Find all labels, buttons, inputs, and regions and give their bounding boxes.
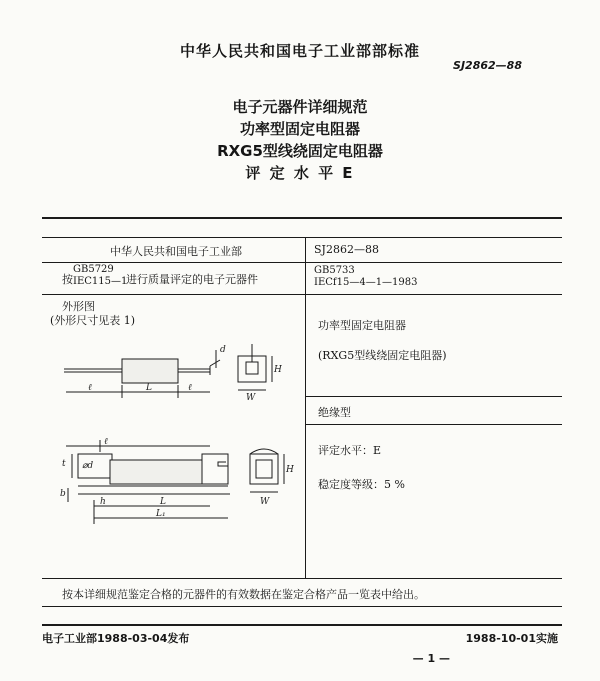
label-L1: L₁ bbox=[156, 509, 166, 519]
qualification-note: 按本详细规范鉴定合格的元器件的有效数据在鉴定合格产品一览表中给出。 bbox=[62, 588, 425, 601]
table-rule-right-2 bbox=[305, 424, 562, 425]
label-t: t bbox=[62, 459, 66, 469]
gb-reference: GB5729 bbox=[73, 264, 114, 275]
bracket-outline-drawing bbox=[60, 432, 300, 532]
product-name: 功率型固定电阻器 bbox=[318, 319, 406, 332]
table-divider bbox=[305, 237, 306, 578]
label-L: L bbox=[146, 383, 152, 393]
label-W-2: W bbox=[260, 497, 270, 507]
page-number: — 1 — bbox=[412, 652, 450, 665]
standard-org-header: 中华人民共和国电子工业部部标准 bbox=[179, 42, 420, 60]
table-rule-1 bbox=[42, 237, 562, 238]
outline-note: (外形尺寸见表 1) bbox=[50, 314, 136, 327]
table-top-rule bbox=[42, 217, 562, 219]
table-bottom-rule bbox=[42, 624, 562, 626]
label-d: d bbox=[220, 345, 226, 355]
insulation-type: 绝缘型 bbox=[318, 406, 351, 419]
label-H-2: H bbox=[286, 465, 294, 475]
table-rule-4 bbox=[42, 578, 562, 579]
label-H: H bbox=[274, 365, 282, 375]
mount-bracket-right bbox=[202, 454, 228, 484]
stability-grade: 稳定度等级：5 % bbox=[318, 478, 405, 491]
per-prefix: 按 bbox=[62, 273, 73, 286]
label-h: h bbox=[100, 497, 106, 507]
title-line-3: RXG5型线绕固定电阻器 bbox=[217, 142, 383, 160]
label-l-left: ℓ bbox=[88, 383, 92, 393]
assessment-level: 评定水平：E bbox=[318, 444, 382, 457]
label-L-2: L bbox=[160, 497, 166, 507]
publish-info: 电子工业部1988-03-04发布 bbox=[42, 632, 190, 645]
label-l-2: ℓ bbox=[104, 437, 108, 447]
gb-reference-2: GB5733 bbox=[314, 265, 355, 276]
outline-label: 外形图 bbox=[62, 300, 95, 313]
standard-code: SJ2862—88 bbox=[453, 59, 522, 72]
title-line-1: 电子元器件详细规范 bbox=[232, 98, 368, 116]
label-b: b bbox=[60, 489, 66, 499]
product-model: (RXG5型线绕固定电阻器) bbox=[318, 349, 447, 362]
spec-code: SJ2862—88 bbox=[314, 243, 379, 256]
table-rule-right-1 bbox=[305, 396, 562, 397]
end-view-body-2 bbox=[250, 454, 278, 484]
iec-reference: IEC115—1 bbox=[73, 276, 128, 287]
table-rule-5 bbox=[42, 606, 562, 607]
title-line-4: 评 定 水 平 E bbox=[245, 164, 355, 182]
resistor-body-2 bbox=[110, 460, 202, 484]
table-rule-3 bbox=[42, 294, 562, 295]
iec-reference-2: IECf15—4—1—1983 bbox=[314, 277, 418, 288]
table-rule-2 bbox=[42, 262, 562, 263]
effective-date: 1988-10-01实施 bbox=[465, 632, 558, 645]
label-W: W bbox=[246, 393, 256, 403]
issuing-org: 中华人民共和国电子工业部 bbox=[110, 245, 242, 258]
per-suffix: 进行质量评定的电子元器件 bbox=[126, 273, 258, 286]
title-line-2: 功率型固定电阻器 bbox=[239, 120, 360, 138]
label-l-right: ℓ bbox=[188, 383, 192, 393]
resistor-outline-drawing bbox=[60, 338, 300, 410]
resistor-body bbox=[122, 359, 178, 383]
label-d-circle: ⌀d bbox=[82, 461, 94, 471]
